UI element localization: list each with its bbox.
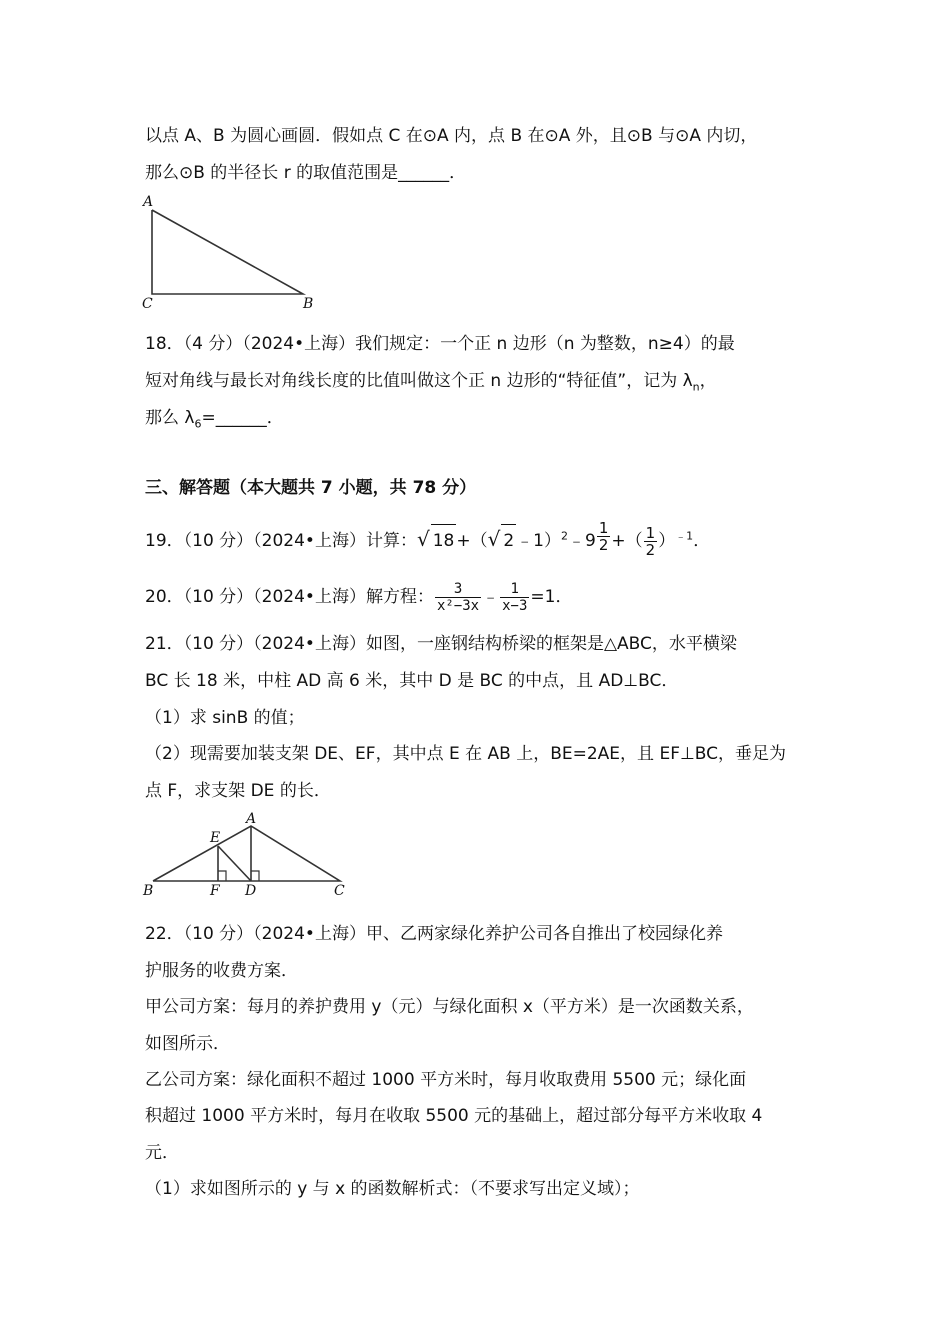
q22-text-line-7: 元．	[145, 1143, 179, 1163]
q22-text-line-3: 甲公司方案：每月的养护费用 y（元）与绿化面积 x（平方米）是一次函数关系，	[145, 997, 754, 1017]
q22-text-line-4: 如图所示．	[145, 1034, 230, 1054]
q17-triangle	[152, 210, 303, 294]
q20-fraction-2: $\frac{1}{x-3}$	[502, 580, 528, 614]
section-3-heading: 三、解答题（本大题共 7 小题，共 78 分）	[145, 478, 477, 498]
q17-text-line-1: 以点 A、B 为圆心画圆．假如点 C 在⊙A 内，点 B 在⊙A 外，且⊙B 与⊙A 内切，	[145, 126, 758, 146]
q17-label-a: A	[143, 194, 154, 210]
q21-segment-de	[218, 846, 251, 881]
q22-text-line-1: 22．（10 分）（2024•上海）甲、乙两家绿化养护公司各自推出了校园绿化养	[145, 924, 723, 944]
q21-text-line-5: 点 F，求支架 DE 的长．	[145, 781, 331, 801]
q17-triangle-figure	[140, 192, 320, 312]
q19-fraction-base: $\frac{1}{2}$	[645, 523, 656, 559]
q21-bridge-figure	[140, 808, 360, 898]
q22-text-line-5: 乙公司方案：绿化面积不超过 1000 平方米时，每月收取费用 5500 元；绿化面	[145, 1070, 747, 1090]
q17-text-line-2: 那么⊙B 的半径长 r 的取值范围是______．	[145, 163, 467, 183]
q21-triangle-abc	[153, 826, 340, 881]
q21-label-e: E	[210, 830, 221, 846]
q20-fraction-1: $\frac{3}{\text{x²−3x}}$	[436, 580, 480, 614]
q21-label-d: D	[245, 883, 257, 899]
q21-text-line-2: BC 长 18 米，中柱 AD 高 6 米，其中 D 是 BC 的中点，且 AD⊥BC．	[145, 671, 679, 691]
q17-label-c: C	[142, 296, 153, 312]
q19-fraction-exponent: 1 2	[598, 519, 609, 554]
q18-text-line-3: 那么 $\lambda_6=\_\_\_\_\_\_$．	[145, 408, 284, 431]
q21-text-line-3: （1）求 sinB 的值；	[145, 708, 305, 728]
q21-label-b: B	[143, 883, 154, 899]
q21-right-angle-d	[251, 871, 259, 881]
q19-text: 19．（10 分）（2024•上海）计算：√ 18 +（√ 2 ﹣1）$^2$﹣9 $^{\frac{1}{2}}$ +（ $\frac{1}{2}$ ）$^{﹣1}$．	[145, 519, 711, 559]
q21-label-a: A	[246, 811, 257, 827]
q22-text-line-2: 护服务的收费方案．	[145, 961, 298, 981]
q20-text: 20．（10 分）（2024•上海）解方程： $\frac{3}{\text{x²−3x}}$ ﹣ $\frac{1}{x-3}$ =1．	[145, 580, 573, 614]
q22-text-line-8: （1）求如图所示的 y 与 x 的函数解析式：（不要求写出定义域）；	[145, 1179, 640, 1199]
q18-text-line-2: 短对角线与最长对角线长度的比值叫做这个正 n 边形的“特征值”，记为 $\lambda_n$，	[145, 371, 717, 394]
q21-text-line-4: （2）现需要加装支架 DE、EF，其中点 E 在 AB 上，BE=2AE，且 EF⊥BC，垂足为	[145, 744, 787, 764]
q17-label-b: B	[303, 296, 314, 312]
sqrt-symbol: √	[487, 527, 501, 552]
q18-text-line-1: 18．（4 分）（2024•上海）我们规定：一个正 n 边形（n 为整数，n≥4）的最	[145, 334, 735, 354]
q22-text-line-6: 积超过 1000 平方米时，每月在收取 5500 元的基础上，超过部分每平方米收取 4	[145, 1106, 763, 1126]
q21-text-line-1: 21．（10 分）（2024•上海）如图，一座钢结构桥梁的框架是△ABC，水平横梁	[145, 634, 737, 654]
sqrt-symbol: √	[416, 527, 430, 552]
q21-label-c: C	[334, 883, 345, 899]
q21-right-angle-f	[218, 871, 226, 881]
q21-label-f: F	[210, 883, 220, 899]
